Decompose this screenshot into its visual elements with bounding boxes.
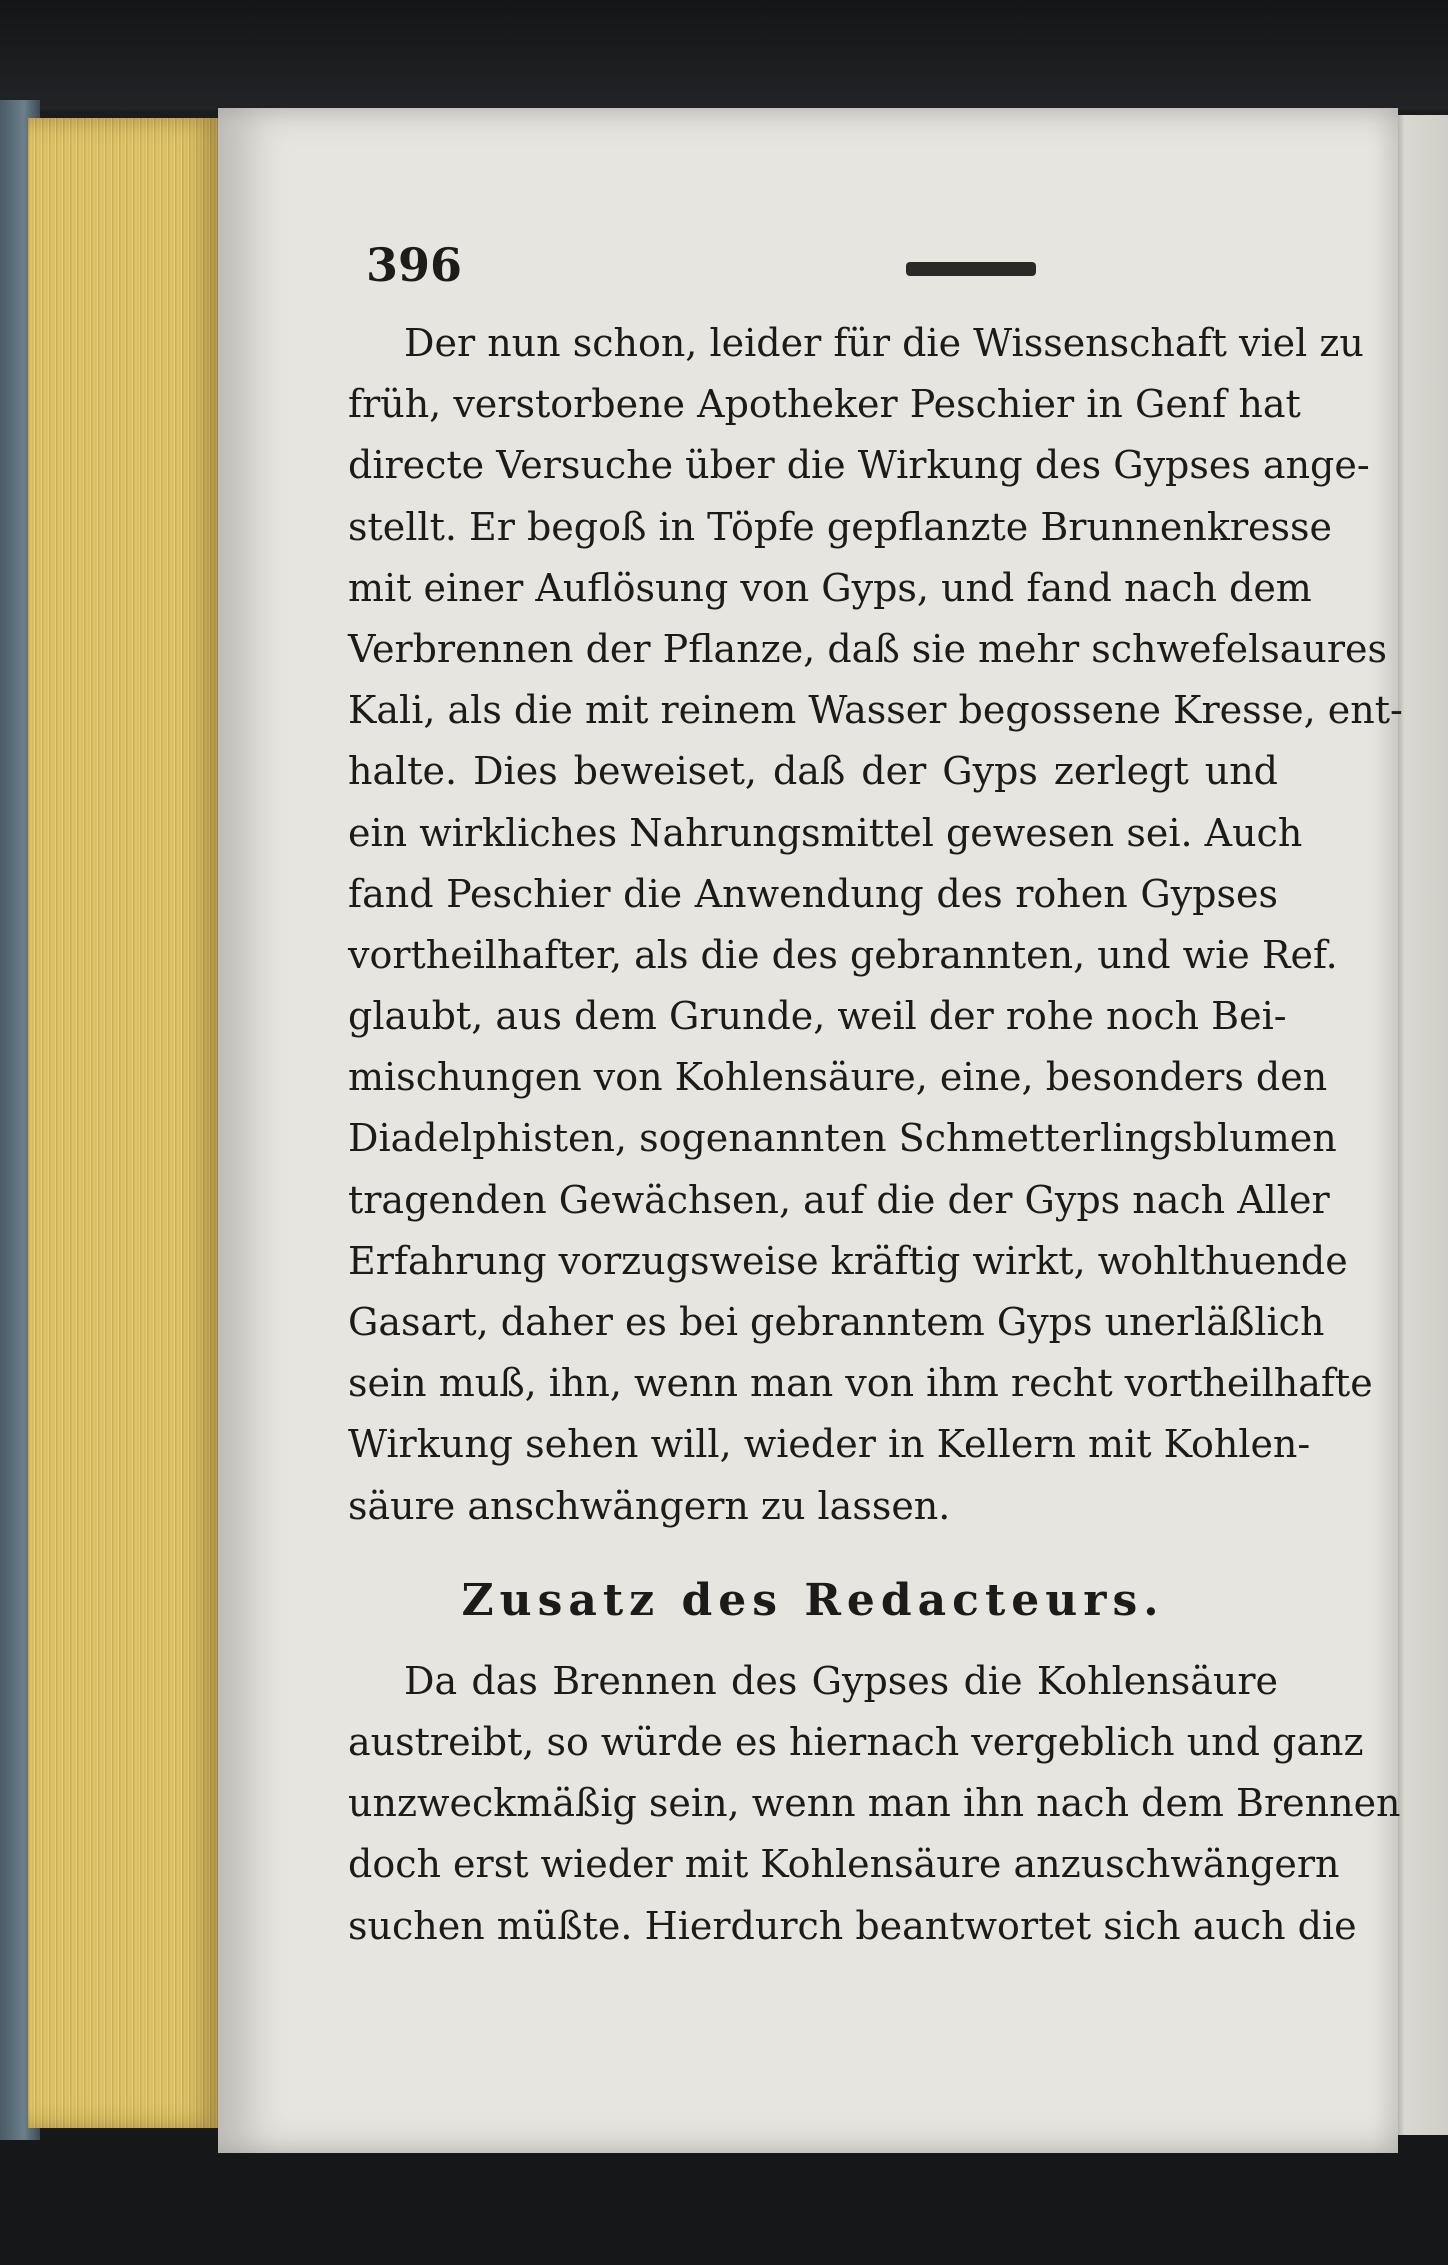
header-rule (906, 262, 1036, 276)
section-heading: Zusatz des Redacteurs. (461, 1574, 1165, 1626)
text-line: unzweckmäßig sein, wenn man ihn nach dem Brennen (348, 1781, 1401, 1826)
text-line: sein muß, ihn, wenn man von ihm recht vortheilhafte (348, 1361, 1373, 1406)
gilt-page-edges (28, 118, 223, 2128)
text-line: Erfahrung vorzugsweise kräftig wirkt, wohlthuende (348, 1238, 1348, 1283)
text-line: Kali, als die mit reinem Wasser begossene Kresse, ent- (348, 688, 1403, 733)
text-line: Da das Brennen des Gypses die Kohlensäure (404, 1658, 1278, 1703)
text-line: ein wirkliches Nahrungsmittel gewesen sei. Auch (348, 810, 1303, 855)
text-line: Der nun schon, leider für die Wissenschaft viel zu (404, 321, 1364, 365)
text-line: vortheilhafter, als die des gebrannten, und wie Ref. (348, 932, 1338, 977)
text-line: austreibt, so würde es hiernach vergeblich und ganz (348, 1719, 1364, 1764)
text-line: mit einer Auflösung von Gyps, und fand nach dem (348, 565, 1312, 610)
page-number: 396 (366, 238, 463, 292)
text-line: doch erst wieder mit Kohlensäure anzuschwängern (348, 1842, 1340, 1887)
text-line: stellt. Er begoß in Töpfe gepflanzte Brunnenkresse (348, 504, 1332, 549)
text-line: Diadelphisten, sogenannten Schmetterlingsblumen (348, 1116, 1337, 1161)
text-line: Verbrennen der Pflanze, daß sie mehr schwefelsaures (348, 626, 1388, 671)
text-line: früh, verstorbene Apotheker Peschier in Genf hat (348, 382, 1301, 427)
paragraph-2 (348, 1651, 1401, 1957)
text-line: mischungen von Kohlensäure, eine, besonders den (348, 1055, 1328, 1100)
text-line: glaubt, aus dem Grunde, weil der rohe noch Bei- (348, 994, 1287, 1039)
text-line: Gasart, daher es bei gebranntem Gyps unerläßlich (348, 1300, 1325, 1344)
text-line: halte. Dies beweiset, daß der Gyps zerlegt und (348, 749, 1278, 794)
text-line: suchen müßte. Hierdurch beantwortet sich auch die (348, 1903, 1357, 1948)
dark-backdrop-top (0, 0, 1448, 110)
body-text (348, 313, 1403, 1957)
paragraph-1 (348, 313, 1403, 1537)
text-line: fand Peschier die Anwendung des rohen Gypses (348, 871, 1278, 916)
text-line: säure anschwängern zu lassen. (348, 1483, 951, 1528)
text-line: directe Versuche über die Wirkung des Gypses ange- (348, 443, 1370, 488)
book-page (218, 108, 1403, 2153)
text-line: tragenden Gewächsen, auf die der Gyps nach Aller (348, 1177, 1330, 1222)
page-header (366, 238, 1286, 308)
text-line: Wirkung sehen will, wieder in Kellern mit Kohlen- (348, 1422, 1311, 1467)
facing-page-edge (1390, 115, 1448, 2135)
